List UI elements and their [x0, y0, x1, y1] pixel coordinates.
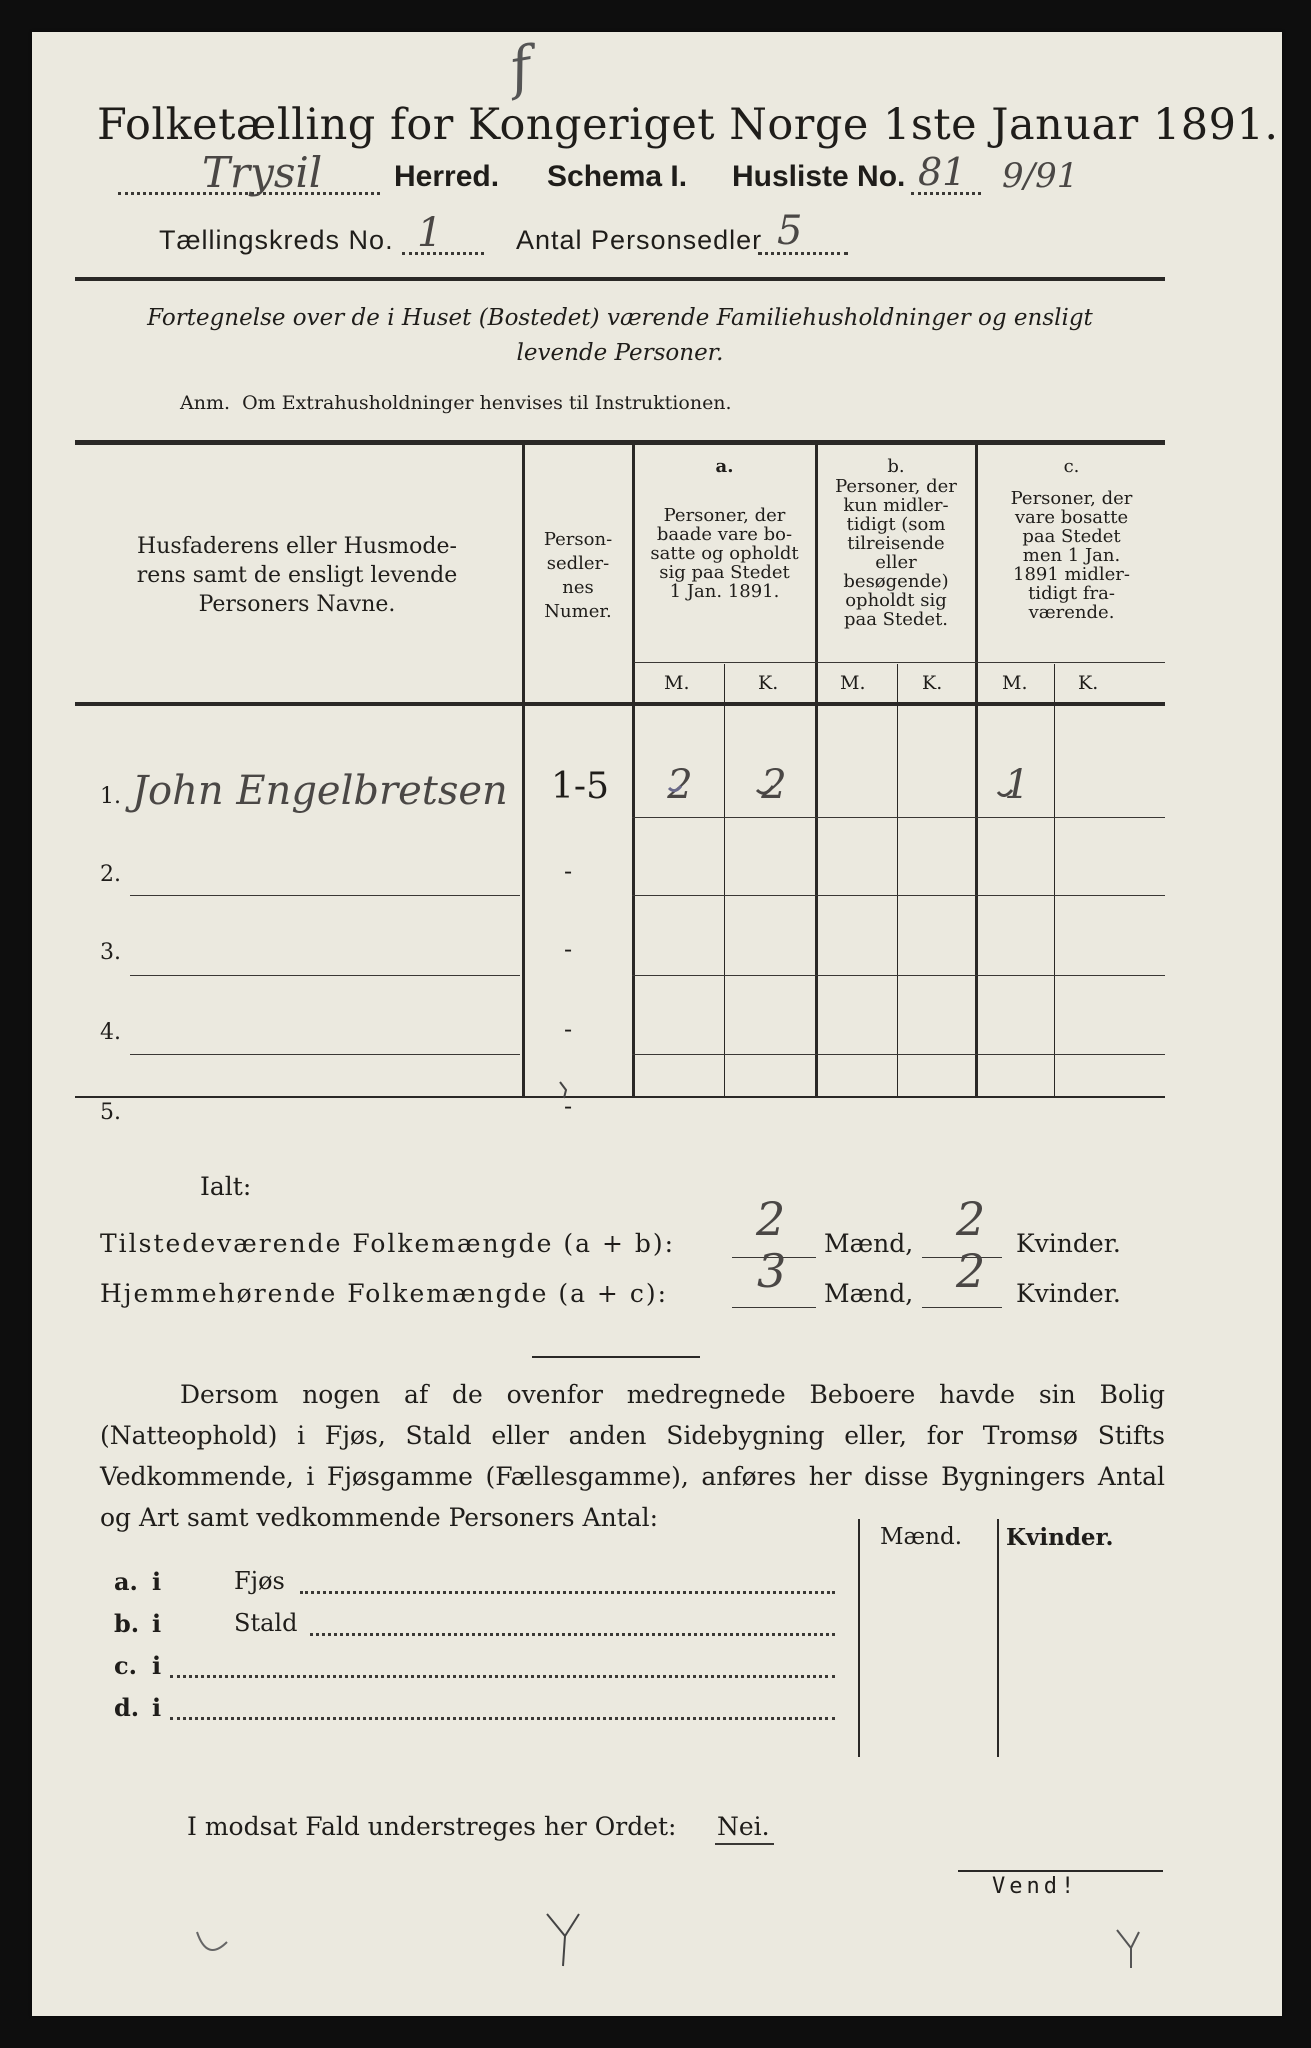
row-number: 4. — [100, 1020, 121, 1045]
herred-value: Trysil — [202, 148, 323, 197]
row-i: i — [152, 1567, 162, 1596]
col-header-line: Personer, der — [1010, 488, 1133, 509]
schema-label: Schema I. — [547, 160, 688, 193]
form-title: Folketælling for Kongeriget Norge 1ste Januar 1891. — [97, 100, 1279, 150]
row-letter: a. — [114, 1567, 138, 1596]
col-c-letter: c. — [1063, 456, 1080, 477]
row-i: i — [152, 1651, 162, 1680]
intro-line-2: levende Personer. — [516, 340, 724, 366]
row-number: 3. — [100, 940, 121, 965]
col-header-line: vare bosatte — [1014, 507, 1129, 528]
modsat-label: I modsat Fald understreges her Ordet: — [187, 1812, 677, 1841]
cell-a-m: 2 — [667, 762, 693, 808]
row-number: 2. — [100, 862, 121, 887]
sub-header-k: K. — [758, 672, 779, 694]
modsat-word: Nei. — [715, 1812, 774, 1845]
col-header-line: besøgende) — [843, 571, 949, 592]
row-i: i — [152, 1609, 162, 1638]
sub-header-m: M. — [664, 672, 690, 694]
col-header-line: 1 Jan. 1891. — [669, 581, 780, 602]
vend-label: Vend! — [992, 1874, 1079, 1899]
tilst-m-value: 2 — [756, 1192, 786, 1246]
row-name: John Engelbretsen — [132, 768, 508, 814]
row-person-number: - — [564, 1015, 573, 1043]
census-form-sheet — [32, 32, 1282, 2016]
intro-line-1: Fortegnelse over de i Huset (Bostedet) værende Familiehusholdninger og ensligt — [147, 305, 1093, 331]
col-header-line: tidigt fra- — [1028, 583, 1115, 604]
col-header-line: Numer. — [544, 601, 612, 622]
hjem-m-value: 3 — [757, 1244, 787, 1298]
row-i: i — [152, 1693, 162, 1722]
col-header-line: paa Stedet. — [843, 609, 949, 630]
row-number: 5. — [100, 1100, 121, 1125]
herred-label: Herred. — [394, 160, 500, 193]
sub-header-k: K. — [1078, 672, 1099, 694]
personsedler-label: Antal Personsedler — [516, 225, 763, 255]
personsedler-value: 5 — [777, 208, 803, 254]
row-label: Stald — [234, 1609, 298, 1637]
row-person-number: - — [564, 857, 573, 885]
col-header-line: 1891 midler- — [1013, 564, 1130, 585]
col-header-line: Personer, der — [663, 505, 786, 526]
row-person-number: 1-5 — [551, 766, 609, 807]
kreds-value: 1 — [417, 210, 443, 256]
hjem-maend-label: Mænd, — [824, 1279, 914, 1308]
col-header-line: paa Stedet — [1022, 526, 1121, 547]
pencil-marks — [32, 32, 1282, 2016]
col-header-line: Personer, der — [835, 476, 957, 497]
col-header-line: sedler- — [546, 553, 610, 574]
row-1-mark — [757, 786, 773, 793]
row-1-mark — [669, 786, 681, 791]
col-header-line: nes — [562, 577, 594, 598]
tilst-kvinder-label: Kvinder. — [1016, 1229, 1121, 1258]
row-letter: c. — [114, 1651, 137, 1680]
ialt-label: Ialt: — [200, 1172, 252, 1201]
row-letter: b. — [114, 1609, 140, 1638]
col-header-line: eller — [875, 552, 917, 573]
row-letter: d. — [114, 1693, 140, 1722]
margin-note: 9/91 — [1002, 156, 1079, 196]
col-header-line: sig paa Stedet — [659, 562, 790, 583]
sub-header-k: K. — [922, 672, 943, 694]
sidebygning-col-maend: Mænd. — [880, 1524, 963, 1550]
hjem-kvinder-label: Kvinder. — [1016, 1279, 1121, 1308]
anm-note: Anm. Om Extrahusholdninger henvises til Instruktionen. — [180, 392, 732, 414]
sub-header-m: M. — [840, 672, 866, 694]
top-pencil-mark: f — [504, 34, 537, 103]
row-1-mark — [998, 790, 1012, 796]
tilst-maend-label: Mænd, — [824, 1229, 914, 1258]
row-label: Fjøs — [234, 1567, 285, 1595]
stray-mark — [560, 1082, 566, 1098]
sidebygning-col-kvinder: Kvinder. — [1006, 1524, 1114, 1551]
col-b-letter: b. — [887, 456, 905, 477]
col-header-line: baade vare bo- — [656, 524, 793, 545]
col-header-line: men 1 Jan. — [1022, 545, 1121, 566]
cell-c-m: 1 — [1004, 762, 1030, 808]
col-header-line: værende. — [1028, 602, 1115, 623]
sidebygning-paragraph: Dersom nogen af de ovenfor medregnede Beboere havde sin Bolig (Natteophold) i Fjøs, Stald eller anden Sidebygning eller, for Tromsø Stifts Vedkommende, i Fjøsgamme (Fællesgamme), anføres her disse Bygningers Antal og Art samt vedkommende Personers Antal: — [100, 1380, 1165, 1532]
hjem-label: Hjemmehørende Folkemængde (a + c): — [100, 1279, 668, 1308]
stray-mark — [547, 1914, 579, 1966]
col-header-line: tidigt (som — [846, 514, 946, 535]
row-number: 1. — [100, 784, 121, 809]
hjem-k-value: 2 — [956, 1244, 986, 1298]
stray-mark — [197, 1932, 227, 1950]
tilst-k-value: 2 — [956, 1192, 986, 1246]
stray-mark — [1117, 1930, 1139, 1968]
col-header-name-line: rens samt de ensligt levende — [136, 563, 458, 588]
husliste-label: Husliste No. — [732, 160, 906, 193]
sub-header-m: M. — [1002, 672, 1028, 694]
cell-a-k: 2 — [761, 762, 787, 808]
col-header-name-line: Personers Navne. — [198, 592, 396, 617]
col-header-line: Person- — [543, 529, 613, 550]
col-header-name-line: Husfaderens eller Husmode- — [137, 534, 457, 559]
row-person-number: - — [564, 935, 573, 963]
col-header-line: satte og opholdt — [650, 543, 799, 564]
col-header-line: kun midler- — [843, 495, 949, 516]
row-person-number: - — [564, 1092, 573, 1120]
husliste-value: 81 — [918, 150, 967, 194]
col-header-line: tilreisende — [847, 533, 945, 554]
tilst-label: Tilstedeværende Folkemængde (a + b): — [100, 1229, 676, 1258]
col-a-letter: a. — [715, 456, 734, 477]
col-header-line: opholdt sig — [845, 590, 947, 611]
kreds-label: Tællingskreds No. — [159, 225, 394, 255]
